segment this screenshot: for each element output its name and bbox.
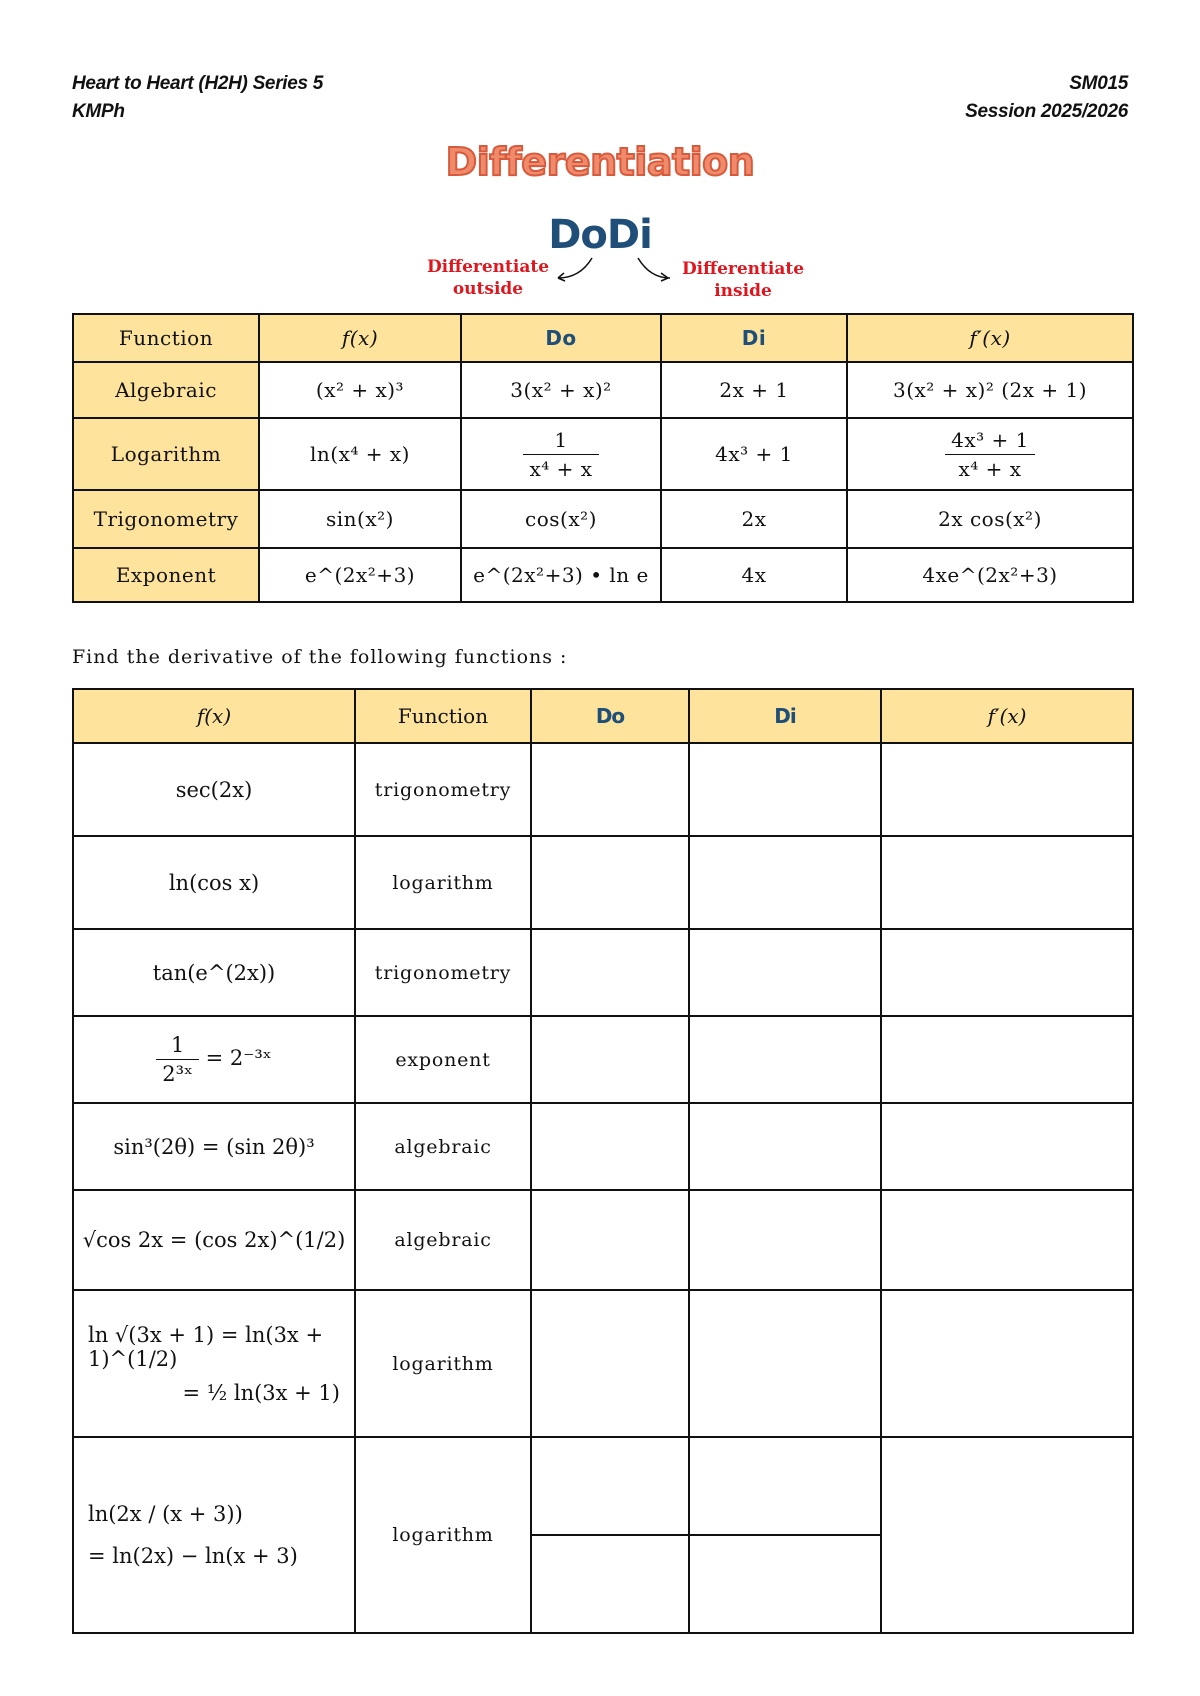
exercise-table — [72, 688, 1134, 1634]
note-inside: Differentiate inside — [681, 259, 805, 301]
answer-di[interactable] — [689, 929, 881, 1016]
cell-dfx: 4xe^(2x²+3) — [847, 548, 1133, 602]
header-function: Function — [355, 689, 531, 743]
answer-di[interactable] — [689, 1290, 881, 1437]
answer-dfx[interactable] — [881, 929, 1133, 1016]
cell-do: e^(2x²+3) • ln e — [461, 548, 661, 602]
answer-di[interactable] — [689, 1016, 881, 1103]
answer-do-extra[interactable] — [531, 1535, 689, 1633]
answer-dfx[interactable] — [881, 1290, 1133, 1437]
cell-do: 3(x² + x)² — [461, 362, 661, 418]
cell-do: $\frac{1}{\text{x⁴ + x}}$ — [461, 418, 661, 490]
header-right — [965, 70, 1128, 126]
table-row — [73, 418, 1133, 490]
cell-fx: $\frac{1}{\text{2³ˣ}}$ = 2⁻³ˣ — [73, 1016, 355, 1103]
cell-type: logarithm — [355, 1290, 531, 1437]
example-table — [72, 313, 1134, 603]
answer-do[interactable] — [531, 1016, 689, 1103]
cell-do: cos(x²) — [461, 490, 661, 548]
cell-di: 4x³ + 1 — [661, 418, 847, 490]
cell-type: algebraic — [355, 1190, 531, 1290]
table-row — [73, 1290, 1133, 1437]
cell-di: 2x + 1 — [661, 362, 847, 418]
cell-dfx: 2x cos(x²) — [847, 490, 1133, 548]
cell-dfx: $\frac{\text{4x³ + 1}}{\text{x⁴ + x}}$ — [847, 418, 1133, 490]
table-row — [73, 1190, 1133, 1290]
cell-type: logarithm — [355, 1437, 531, 1633]
answer-do[interactable] — [531, 1290, 689, 1437]
answer-di[interactable] — [689, 743, 881, 836]
table-header-row — [73, 689, 1133, 743]
row-type: Trigonometry — [73, 490, 259, 548]
cell-type: trigonometry — [355, 743, 531, 836]
table-row — [73, 362, 1133, 418]
header-di: Di — [689, 689, 881, 743]
cell-fx: ln √(3x + 1) = ln(3x + 1)^(1/2) = ½ ln(3x + 1) — [73, 1290, 355, 1437]
table-row — [73, 743, 1133, 836]
answer-do[interactable] — [531, 1190, 689, 1290]
row-type: Logarithm — [73, 418, 259, 490]
table-row — [73, 836, 1133, 929]
answer-dfx[interactable] — [881, 1103, 1133, 1190]
answer-di-extra[interactable] — [689, 1535, 881, 1633]
cell-fx: sin³(2θ) = (sin 2θ)³ — [73, 1103, 355, 1190]
answer-dfx[interactable] — [881, 1437, 1133, 1633]
table-row — [73, 1016, 1133, 1103]
table-header-row — [73, 314, 1133, 362]
answer-dfx[interactable] — [881, 836, 1133, 929]
cell-type: trigonometry — [355, 929, 531, 1016]
answer-do[interactable] — [531, 836, 689, 929]
answer-do[interactable] — [531, 929, 689, 1016]
department: KMPh — [72, 101, 125, 122]
page-title: Differentiation — [445, 140, 755, 184]
answer-do[interactable] — [531, 1103, 689, 1190]
table-row — [73, 490, 1133, 548]
note-outside: Differentiate outside — [426, 257, 550, 299]
table-row — [73, 548, 1133, 602]
series-title: Heart to Heart (H2H) Series 5 — [72, 73, 324, 94]
dodi-logo: DoDi — [548, 212, 652, 258]
header-do: Do — [461, 314, 661, 362]
curved-arrows-icon — [540, 250, 670, 290]
row-type: Algebraic — [73, 362, 259, 418]
cell-fx: ln(2x / (x + 3)) = ln(2x) − ln(x + 3) — [73, 1437, 355, 1633]
cell-di: 4x — [661, 548, 847, 602]
header-fx: f(x) — [73, 689, 355, 743]
header-left — [72, 70, 323, 126]
answer-di[interactable] — [689, 1103, 881, 1190]
cell-di: 2x — [661, 490, 847, 548]
session: Session 2025/2026 — [965, 101, 1128, 122]
header-fx: f(x) — [259, 314, 461, 362]
answer-dfx[interactable] — [881, 1016, 1133, 1103]
course-code: SM015 — [1069, 73, 1128, 94]
header-do: Do — [531, 689, 689, 743]
answer-di[interactable] — [689, 836, 881, 929]
cell-fx: ln(cos x) — [73, 836, 355, 929]
cell-type: algebraic — [355, 1103, 531, 1190]
cell-fx: ln(x⁴ + x) — [259, 418, 461, 490]
answer-dfx[interactable] — [881, 743, 1133, 836]
cell-type: logarithm — [355, 836, 531, 929]
table-row — [73, 1103, 1133, 1190]
header-dfx: f′(x) — [881, 689, 1133, 743]
answer-do[interactable] — [531, 743, 689, 836]
cell-fx: tan(e^(2x)) — [73, 929, 355, 1016]
cell-type: exponent — [355, 1016, 531, 1103]
cell-fx: sec(2x) — [73, 743, 355, 836]
answer-dfx[interactable] — [881, 1190, 1133, 1290]
cell-fx: e^(2x²+3) — [259, 548, 461, 602]
instruction-text: Find the derivative of the following functions : — [72, 646, 568, 668]
row-type: Exponent — [73, 548, 259, 602]
cell-fx: sin(x²) — [259, 490, 461, 548]
header-dfx: f′(x) — [847, 314, 1133, 362]
answer-di[interactable] — [689, 1190, 881, 1290]
table-row — [73, 1437, 1133, 1535]
cell-dfx: 3(x² + x)² (2x + 1) — [847, 362, 1133, 418]
header-di: Di — [661, 314, 847, 362]
cell-fx: (x² + x)³ — [259, 362, 461, 418]
cell-fx: √cos 2x = (cos 2x)^(1/2) — [73, 1190, 355, 1290]
answer-do[interactable] — [531, 1437, 689, 1535]
header-function: Function — [73, 314, 259, 362]
table-row — [73, 929, 1133, 1016]
answer-di[interactable] — [689, 1437, 881, 1535]
